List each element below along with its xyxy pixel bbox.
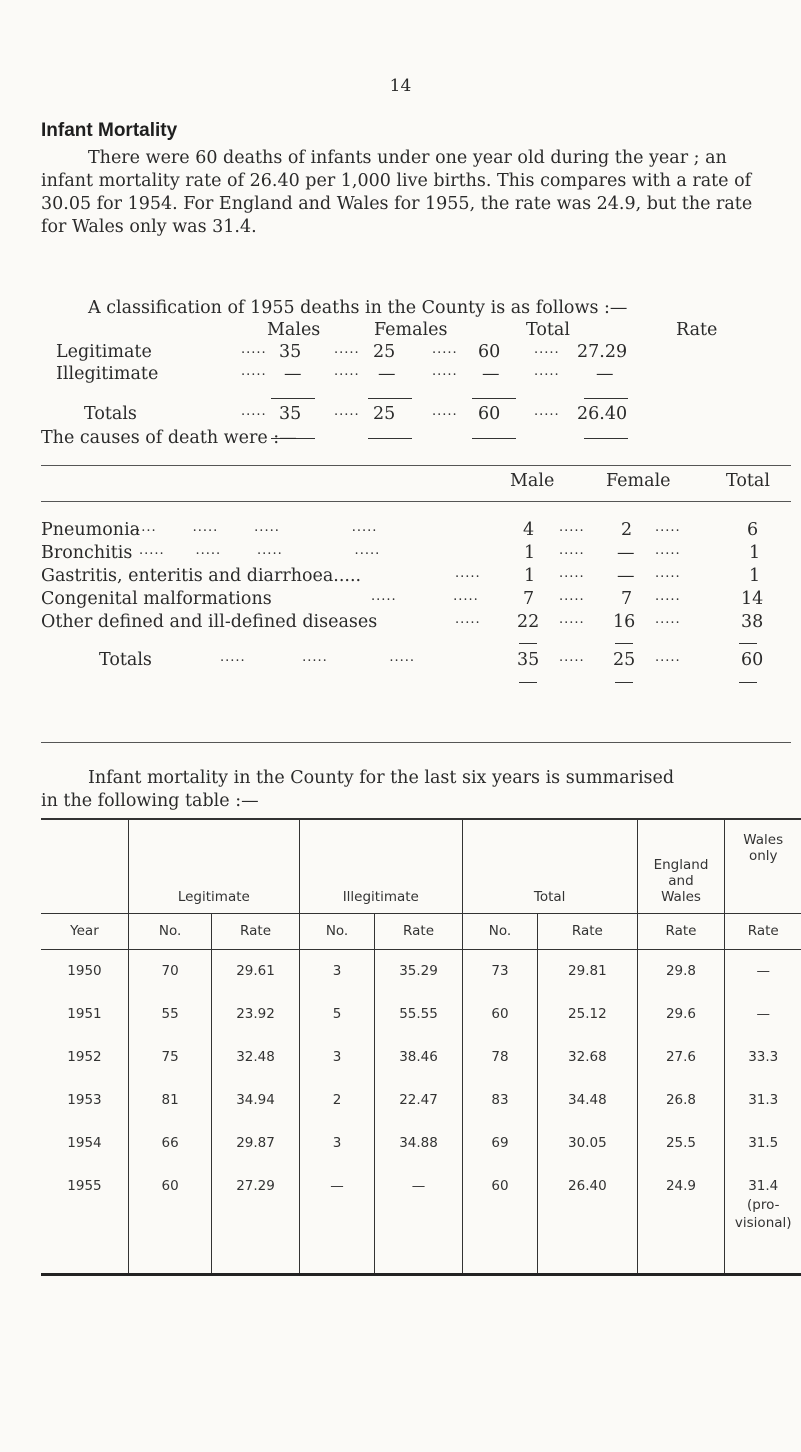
hdr-ill-rate: Rate: [375, 913, 463, 949]
summary-intro-cont: in the following table :—: [41, 791, 259, 811]
causes-row: Pneumonia ..... ..... ..... ..... 4 ..... 2 ..... 6: [41, 520, 759, 540]
group-header-row: [41, 819, 801, 913]
hdr-wales-only: Wales only: [725, 819, 801, 913]
hdr-tot-no: No.: [462, 913, 537, 949]
hdr-leg-rate: Rate: [212, 913, 300, 949]
table-row: 1950 70 29.61 3 35.29 73 29.81 29.8 —: [41, 963, 801, 1006]
section-heading: Infant Mortality: [41, 120, 178, 141]
wales-rate-1955: 31.4: [748, 1178, 779, 1194]
classification-row-illegitimate: Illegitimate ..... — ..... — ..... — ..... —: [56, 364, 614, 384]
hdr-england-wales: England and Wales: [637, 819, 725, 913]
col-total: Total: [526, 320, 570, 340]
provisional-note: (pro- visional): [734, 1197, 792, 1231]
hdr-wales-rate: Rate: [725, 913, 801, 949]
table-row: 1954 66 29.87 3 34.88 69 30.05 25.5 31.5: [41, 1135, 801, 1178]
hdr-tot-rate: Rate: [538, 913, 637, 949]
col-female: Female: [606, 471, 671, 491]
causes-row: Other defined and ill-defined diseases ..... 22 ..... 16 ..... 38: [41, 612, 764, 632]
classification-intro: A classification of 1955 deaths in the County is as follows :—: [88, 298, 628, 318]
table-row: 1955 60 27.29 — — 60 26.40 24.9 31.4 (pro- visional): [41, 1178, 801, 1274]
hdr-leg-no: No.: [128, 913, 211, 949]
col-rate: Rate: [676, 320, 718, 340]
causes-totals-row: Totals ..... ..... ..... 35 ..... 25 ..... 60: [99, 650, 764, 670]
causes-row: Bronchitis ..... ..... ..... ..... 1 ..... — ..... 1: [41, 543, 761, 563]
classification-row-totals: Totals ..... 35 ..... 25 ..... 60 ..... 26.40: [84, 404, 628, 424]
causes-intro: The causes of death were :—: [41, 428, 297, 448]
page-number: 14: [389, 76, 412, 96]
hdr-legitimate: Legitimate: [128, 819, 299, 913]
table-row: 1953 81 34.94 2 22.47 83 34.48 26.8 31.3: [41, 1092, 801, 1135]
col-male: Male: [510, 471, 555, 491]
col-males: Males: [267, 320, 321, 340]
causes-row: Gastritis, enteritis and diarrhoea..... ..... 1 ..... — ..... 1: [41, 566, 761, 586]
classification-header-row: [56, 320, 756, 342]
summary-intro: Infant mortality in the County for the last six years is summarised: [88, 768, 675, 788]
hdr-illegitimate: Illegitimate: [299, 819, 462, 913]
classification-row-legitimate: Legitimate ..... 35 ..... 25 ..... 60 ..... 27.29: [56, 342, 628, 362]
col-total: Total: [726, 471, 770, 491]
causes-row: Congenital malformations ..... ..... 7 ..... 7 ..... 14: [41, 589, 764, 609]
causes-header-row: [41, 471, 791, 493]
hdr-ill-no: No.: [299, 913, 374, 949]
table-row: 1951 55 23.92 5 55.55 60 25.12 29.6 —: [41, 1006, 801, 1049]
sub-header-row: [41, 913, 801, 949]
hdr-total: Total: [462, 819, 637, 913]
hdr-year: Year: [41, 913, 128, 949]
mortality-summary-table: [41, 818, 801, 1276]
hdr-ew-rate: Rate: [637, 913, 725, 949]
intro-paragraph: There were 60 deaths of infants under one year old during the year ; an infant mortality rate of 26.40 per 1,000 live births. This compares with a rate of 30.05 for 1954. For England and Wales for 1955, the rate was 24.9, but the rate for Wales only was 31.4.: [41, 148, 753, 237]
table-row: 1952 75 32.48 3 38.46 78 32.68 27.6 33.3: [41, 1049, 801, 1092]
col-females: Females: [374, 320, 448, 340]
